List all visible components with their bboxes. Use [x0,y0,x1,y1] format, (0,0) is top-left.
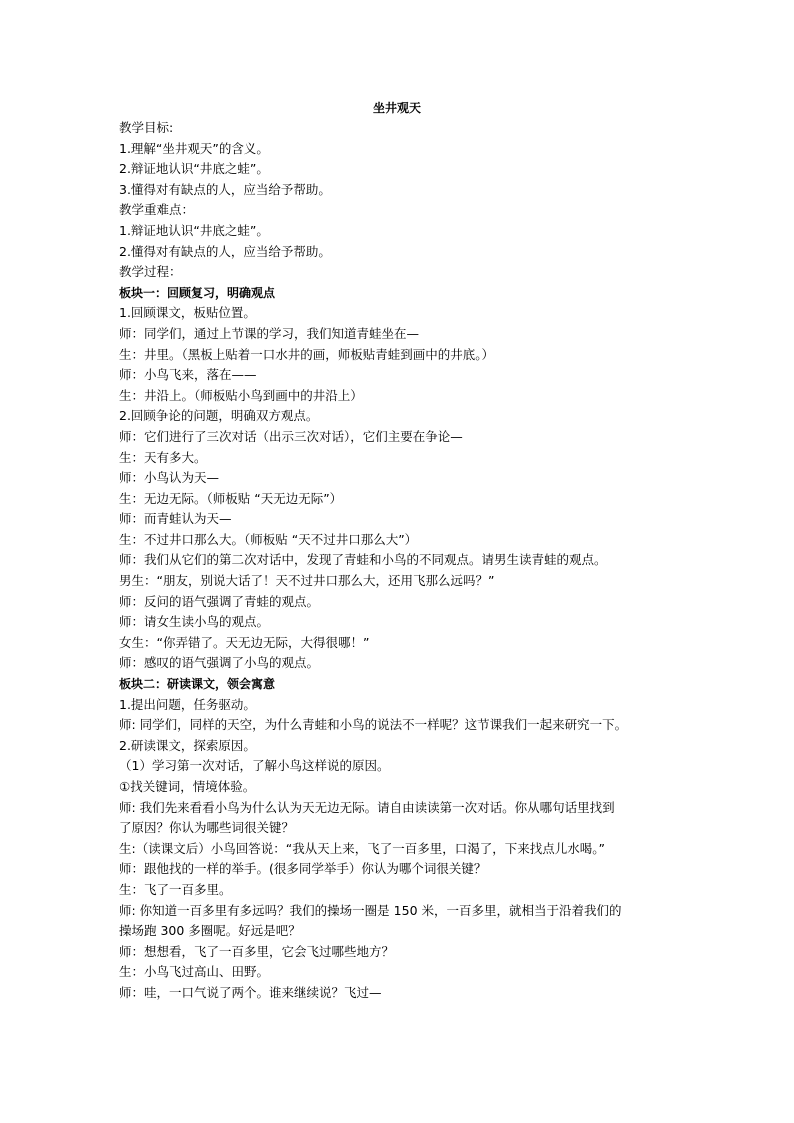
text-line: 1.提出问题，任务驱动。 [119,696,256,712]
text-line: 2.辩证地认识“井底之蛙”。 [119,161,269,177]
document-title: 坐井观天 [372,101,421,115]
text-line: 生:（读课文后）小鸟回答说：“我从天上来，飞了一百多里，口渴了，下来找点儿水喝。” [119,840,605,856]
text-line: 2.懂得对有缺点的人，应当给予帮助。 [119,243,331,259]
text-line: 1.辩证地认识“井底之蛙”。 [119,222,269,238]
text-line: 师：想想看，飞了一百多里，它会飞过哪些地方？ [119,943,395,959]
text-line: 女生：“你弄错了。天无边无际，大得很哪！” [119,634,370,650]
section-heading: 板块一：回顾复习，明确观点 [119,285,276,300]
text-line: 师：我们从它们的第二次对话中，发现了青蛙和小鸟的不同观点。请男生读青蛙的观点。 [119,552,607,568]
text-line: 3.懂得对有缺点的人，应当给予帮助。 [119,181,331,197]
text-line: 生：井里。（黑板上贴着一口水井的画，师板贴青蛙到画中的井底。） [119,346,495,362]
text-line: 操场跑 300 多圈呢。好远是吧？ [119,923,301,939]
text-line: 1.回顾课文，板贴位置。 [119,305,256,321]
text-line: 师：哇，一口气说了两个。谁来继续说？飞过— [119,984,382,1000]
text-line: 师：它们进行了三次对话（出示三次对话），它们主要在争论— [119,428,463,444]
text-line: 生：天有多大。 [119,449,207,465]
text-line: 师：同学们，通过上节课的学习，我们知道青蛙坐在— [119,325,420,341]
text-line: ①找关键词，情境体验。 [119,779,256,794]
text-line: 师：小鸟认为天— [119,470,220,486]
text-line: 师: 同学们，同样的天空，为什么青蛙和小鸟的说法不一样呢？这节课我们一起来研究一下。 [119,717,628,733]
text-line: 师: 你知道一百多里有多远吗？我们的操场一圈是 150 米，一百多里，就相当于沿着我们的 [119,902,622,918]
text-line: 师：而青蛙认为天— [119,511,232,527]
text-line: （1）学习第一次对话，了解小鸟这样说的原因。 [119,758,390,774]
text-line: 生：小鸟飞过高山、田野。 [119,964,270,980]
document-body [119,118,689,1004]
text-line: 男生：“朋友，别说大话了！天不过井口那么大，还用飞那么远吗？” [119,573,495,589]
text-line: 教学目标: [119,120,174,135]
text-line: 教学重难点： [119,202,195,218]
text-line: 教学过程： [119,264,182,280]
text-line: 师：感叹的语气强调了小鸟的观点。 [119,655,320,671]
text-line: 2.研读课文，探索原因。 [119,737,256,753]
text-line: 生：不过井口那么大。（师板贴 “天不过井口那么大”） [119,531,418,547]
section-heading: 板块二：研读课文，领会寓意 [119,677,276,692]
text-line: 师：小鸟飞来，落在—— [119,367,257,383]
text-line: 生：飞了一百多里。 [119,881,232,897]
text-line: 1.理解“坐井观天”的含义。 [119,140,269,156]
text-line: 师：跟他找的一样的举手。(很多同学举手）你认为哪个词很关键？ [119,861,487,877]
text-line: 师：请女生读小鸟的观点。 [119,614,270,630]
text-line: 了原因？你认为哪些词很关键？ [119,820,295,836]
text-line: 师: 我们先来看看小鸟为什么认为天无边无际。请自由读读第一次对话。你从哪句话里找到 [119,799,615,815]
text-line: 师：反问的语气强调了青蛙的观点。 [119,593,320,609]
text-line: 生：无边无际。（师板贴 “天无边无际”） [119,490,343,506]
text-line: 生：井沿上。（师板贴小鸟到画中的井沿上） [119,387,363,403]
text-line: 2.回顾争论的问题，明确双方观点。 [119,408,319,424]
